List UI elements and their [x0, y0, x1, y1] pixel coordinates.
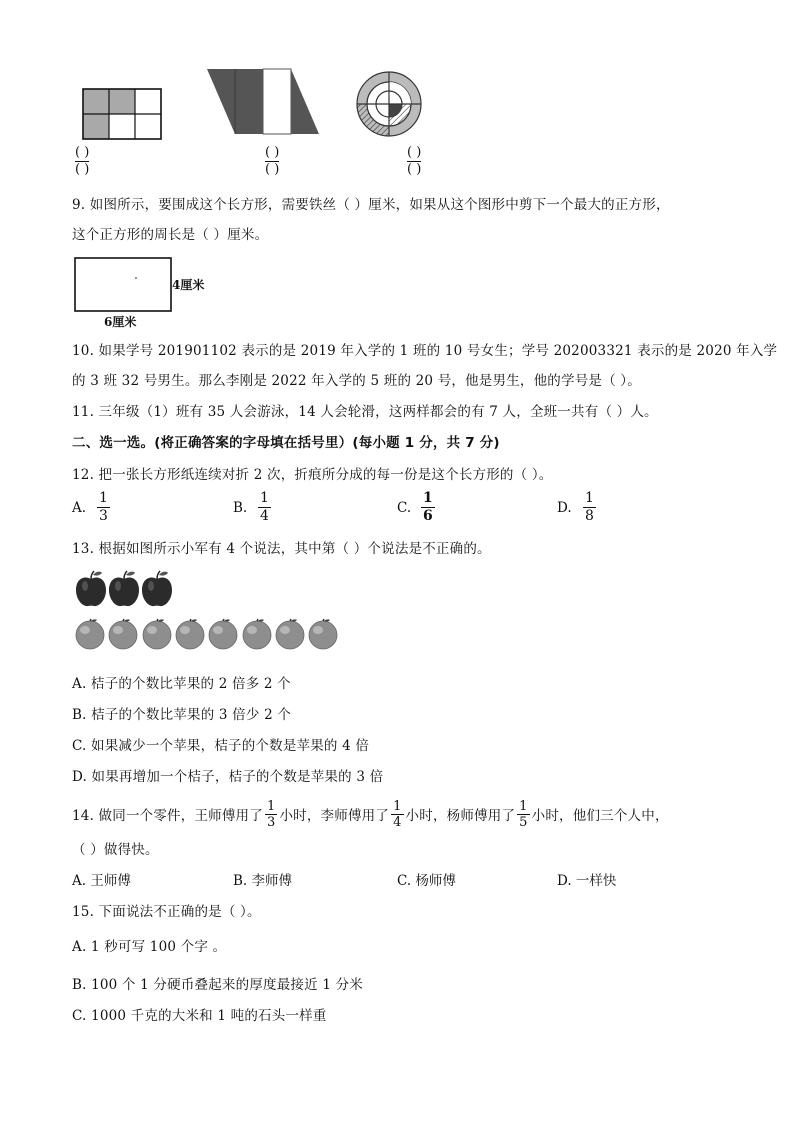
fraction-numerator: 1	[519, 798, 528, 814]
apple-icon	[74, 570, 108, 608]
section-2-title: 二、选一选。(将正确答案的字母填在括号里）(每小题 1 分，共 7 分)	[72, 435, 500, 451]
fraction-numerator: 1	[585, 490, 594, 506]
fraction-denominator: 8	[585, 508, 594, 524]
question-14-line-2: （ ）做得快。	[72, 842, 159, 858]
q15-option-b: B. 100 个 1 分硬币叠起来的厚度最接近 1 分米	[72, 977, 364, 993]
q14-text-part-1: 14. 做同一个零件，王师傅用了	[72, 808, 263, 824]
orange-icon	[107, 618, 139, 650]
q14-text-part-4: 小时，他们三个人中，	[531, 808, 669, 824]
fraction-denominator: ( )	[407, 162, 422, 177]
question-12: 12. 把一张长方形纸连续对折 2 次，折痕所分成的每一份是这个长方形的（ ）。	[72, 467, 553, 483]
q14-fraction-3	[517, 799, 529, 830]
question-13: 13. 根据如图所示小军有 4 个说法，其中第（ ）个说法是不正确的。	[72, 541, 491, 557]
q15-option-a: A. 1 秒可写 100 个字 。	[72, 939, 227, 955]
q13-option-c: C. 如果减少一个苹果，桔子的个数是苹果的 4 倍	[72, 738, 370, 754]
q14-option-c: C. 杨师傅	[397, 873, 456, 889]
q14-option-d: D. 一样快	[557, 873, 617, 889]
apple-icon	[107, 570, 141, 608]
fraction-denominator: ( )	[265, 162, 280, 177]
question-10-line-2: 的 3 班 32 号男生。那么李刚是 2022 年入学的 5 班的 20 号，他是男生，他的学号是（ ）。	[72, 373, 641, 389]
q14-fraction-1	[265, 799, 277, 830]
question-14-line-1	[72, 794, 669, 834]
fraction-denominator: 6	[423, 508, 433, 524]
answer-fraction-2	[265, 145, 279, 178]
fraction-numerator: ( )	[75, 145, 90, 160]
q14-text-part-3: 小时，杨师傅用了	[405, 808, 516, 824]
answer-fraction-3	[407, 145, 421, 178]
fraction-numerator: 1	[266, 798, 276, 814]
orange-icon	[174, 618, 206, 650]
apple-row	[74, 570, 184, 610]
question-15: 15. 下面说法不正确的是（ ）。	[72, 904, 261, 920]
q14-option-b: B. 李师傅	[233, 873, 293, 889]
circle-figure	[355, 70, 423, 138]
fraction-numerator: ( )	[265, 145, 280, 160]
orange-row	[74, 618, 344, 654]
rectangle-figure	[74, 257, 174, 313]
fraction-denominator: 4	[260, 508, 269, 524]
q12-option-d-fraction	[583, 490, 596, 525]
fraction-denominator: 3	[266, 814, 276, 830]
orange-icon	[141, 618, 173, 650]
q15-option-c: C. 1000 千克的大米和 1 吨的石头一样重	[72, 1008, 327, 1024]
answer-fraction-1	[75, 145, 89, 178]
apple-icon	[140, 570, 174, 608]
fraction-denominator: 3	[99, 508, 108, 524]
question-11: 11. 三年级（1）班有 35 人会游泳，14 人会轮滑，这两样都会的有 7 人，全班一共有（ ）人。	[72, 404, 658, 420]
parallelogram-figure	[205, 68, 321, 136]
orange-icon	[207, 618, 239, 650]
q12-option-d-letter: D.	[557, 500, 572, 516]
q13-option-d: D. 如果再增加一个桔子，桔子的个数是苹果的 3 倍	[72, 769, 384, 785]
fraction-numerator: ( )	[407, 145, 422, 160]
q14-option-a: A. 王师傅	[72, 873, 131, 889]
fraction-denominator: 4	[393, 814, 402, 830]
orange-icon	[307, 618, 339, 650]
question-9-line-2: 这个正方形的周长是（ ）厘米。	[72, 227, 269, 243]
orange-icon	[241, 618, 273, 650]
q14-fraction-2	[391, 799, 403, 830]
fraction-numerator: 1	[260, 490, 269, 506]
rectangle-height-label: 4厘米	[172, 278, 205, 292]
q12-option-c-letter: C.	[397, 500, 412, 516]
orange-icon	[74, 618, 106, 650]
fraction-denominator: ( )	[75, 162, 90, 177]
fraction-numerator: 1	[99, 490, 108, 506]
q12-option-a-letter: A.	[72, 500, 87, 516]
q13-option-a: A. 桔子的个数比苹果的 2 倍多 2 个	[72, 676, 291, 692]
grid-figure	[82, 88, 162, 140]
q12-option-b-fraction	[258, 490, 271, 525]
rectangle-width-label: 6厘米	[104, 315, 137, 329]
fraction-numerator: 1	[423, 490, 433, 506]
question-9-line-1: 9. 如图所示，要围成这个长方形，需要铁丝（ ）厘米，如果从这个图形中剪下一个最大的正方形，	[72, 197, 670, 213]
fraction-numerator: 1	[393, 798, 402, 814]
q12-option-c-fraction	[421, 490, 435, 525]
q12-option-b-letter: B.	[233, 500, 248, 516]
q13-option-b: B. 桔子的个数比苹果的 3 倍少 2 个	[72, 707, 292, 723]
question-10-line-1: 10. 如果学号 201901102 表示的是 2019 年入学的 1 班的 10 号女生；学号 202003321 表示的是 2020 年入学	[72, 343, 778, 359]
q14-text-part-2: 小时，李师傅用了	[279, 808, 390, 824]
orange-icon	[274, 618, 306, 650]
fraction-denominator: 5	[519, 814, 528, 830]
q12-option-a-fraction	[97, 490, 110, 525]
